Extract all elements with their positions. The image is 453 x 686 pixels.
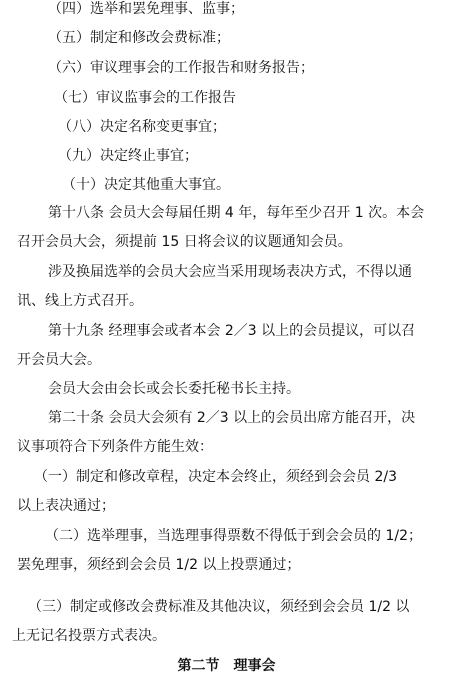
article-20-item-3-line-2: 上无记名投票方式表决。: [12, 628, 166, 644]
article-20-item-2-line-1: （二）选举理事，当选理事得票数不得低于到会会员的 1/2；: [45, 528, 422, 544]
article-20-line-1: 第二十条 会员大会须有 2／3 以上的会员出席方能召开，决: [48, 410, 416, 426]
list-item-5: （五）制定和修改会费标准；: [48, 30, 230, 46]
article-19-para-2-line-1: 会员大会由会长或会长委托秘书长主持。: [48, 381, 300, 397]
article-18-line-2: 召开会员大会，须提前 15 日将会议的议题通知会员。: [17, 234, 352, 250]
article-18-para-2-line-2: 讯、线上方式召开。: [17, 293, 143, 309]
list-item-10: （十）决定其他重大事宜。: [62, 177, 230, 193]
article-18-line-1: 第十八条 会员大会每届任期 4 年，每年至少召开 1 次。本会: [48, 205, 425, 221]
list-item-7: （七）审议监事会的工作报告: [54, 90, 236, 106]
list-item-8: （八）决定名称变更事宜；: [58, 119, 226, 135]
article-20-item-1-line-1: （一）制定和修改章程，决定本会终止，须经到会会员 2/3: [34, 469, 397, 485]
article-18-para-2-line-1: 涉及换届选举的会员大会应当采用现场表决方式，不得以通: [48, 264, 412, 280]
article-19-line-1: 第十九条 经理事会或者本会 2／3 以上的会员提议，可以召: [48, 323, 416, 339]
article-20-item-1-line-2: 以上表决通过；: [17, 498, 115, 514]
article-20-item-3-line-1: （三）制定或修改会费标准及其他决议，须经到会会员 1/2 以: [28, 599, 410, 615]
article-20-item-2-line-2: 罢免理事，须经到会会员 1/2 以上投票通过；: [17, 557, 301, 573]
list-item-9: （九）决定终止事宜；: [58, 148, 198, 164]
list-item-4: （四）选举和罢免理事、监事；: [48, 1, 244, 17]
list-item-6: （六）审议理事会的工作报告和财务报告；: [48, 60, 314, 76]
article-20-line-2: 议事项符合下列条件方能生效：: [17, 439, 213, 455]
section-heading: 第二节 理事会: [177, 658, 276, 674]
article-19-line-2: 开会员大会。: [17, 352, 101, 368]
